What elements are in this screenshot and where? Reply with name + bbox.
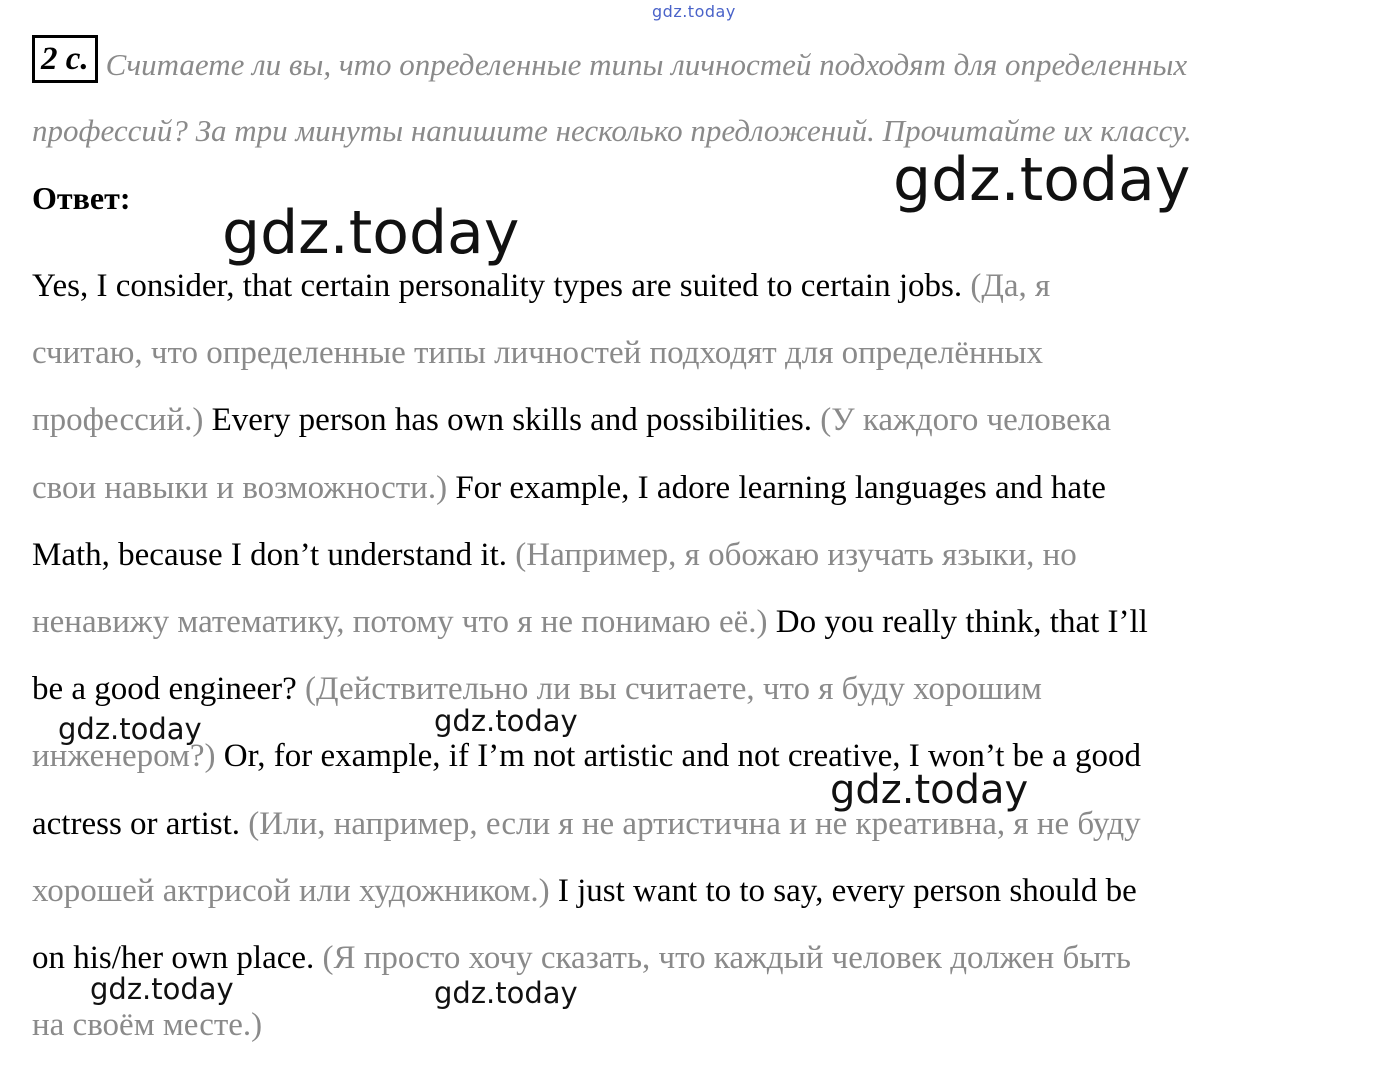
watermark-medium: gdz.today (830, 767, 1029, 813)
answer-line (32, 320, 1362, 387)
task-line-1 (32, 32, 1352, 98)
english-sentence: be a good engineer? (32, 671, 306, 708)
english-sentence: For example, I adore learning languages and hate (455, 469, 1106, 506)
english-sentence: Yes, I consider, that certain personality types are suited to certain jobs. (32, 268, 971, 304)
russian-translation: хорошей актрисой или художником.) (32, 872, 558, 909)
watermark-small: gdz.today (434, 976, 578, 1010)
english-sentence: actress or artist. (32, 805, 249, 842)
watermark-large: gdz.today (893, 145, 1191, 215)
russian-translation: (Я просто хочу сказать, что каждый человек должен быть (322, 939, 1131, 976)
answer-line (32, 589, 1362, 656)
answer-body (32, 253, 1362, 1059)
russian-translation: свои навыки и возможности.) (32, 469, 456, 506)
task-number-box: 2 c. (32, 35, 98, 83)
russian-translation: профессий.) (32, 402, 212, 439)
watermark-small: gdz.today (90, 972, 234, 1006)
russian-translation: (Действительно ли вы считаете, что я буду хорошим (305, 671, 1042, 708)
english-sentence: I just want to to say, every person should be (557, 872, 1137, 909)
answer-line (32, 455, 1362, 522)
answer-label: Ответ: (32, 180, 131, 216)
english-sentence: Math, because I don’t understand it. (32, 536, 516, 573)
watermark-top: gdz.today (652, 2, 736, 21)
answer-line (32, 791, 1362, 858)
answer-line (32, 387, 1362, 454)
task-text-line-2: профессий? За три минуты напишите несколько предложений. Прочитайте их классу. (32, 113, 1192, 148)
english-sentence: Do you really think, that I’ll (775, 603, 1148, 640)
answer-line (32, 522, 1362, 589)
answer-line (32, 656, 1362, 723)
english-sentence: Every person has own skills and possibilities. (211, 402, 821, 439)
english-sentence: on his/her own place. (32, 939, 323, 976)
russian-translation: (Или, например, если я не артистична и не креативна, я не буду (248, 805, 1141, 842)
russian-translation: ненавижу математику, потому что я не понимаю её.) (32, 603, 776, 640)
watermark-small: gdz.today (58, 712, 202, 746)
russian-translation: (У каждого человека (820, 402, 1112, 439)
watermark-small: gdz.today (434, 704, 578, 738)
russian-translation: на своём месте.) (32, 1007, 263, 1044)
answer-line (32, 723, 1362, 790)
russian-translation: (Например, я обожаю изучать языки, но (515, 536, 1077, 573)
english-sentence: Or, for example, if I’m not artistic and not creative, I won’t be a good (223, 738, 1141, 775)
russian-translation: считаю, что определенные типы личностей подходят для определённых (32, 335, 1044, 372)
task-text-line-1: Считаете ли вы, что определенные типы личностей подходят для определенных (105, 47, 1188, 82)
watermark-large: gdz.today (222, 198, 520, 268)
russian-translation: (Да, я (970, 268, 1051, 304)
russian-translation: инженером?) (32, 738, 224, 775)
answer-line (32, 858, 1362, 925)
